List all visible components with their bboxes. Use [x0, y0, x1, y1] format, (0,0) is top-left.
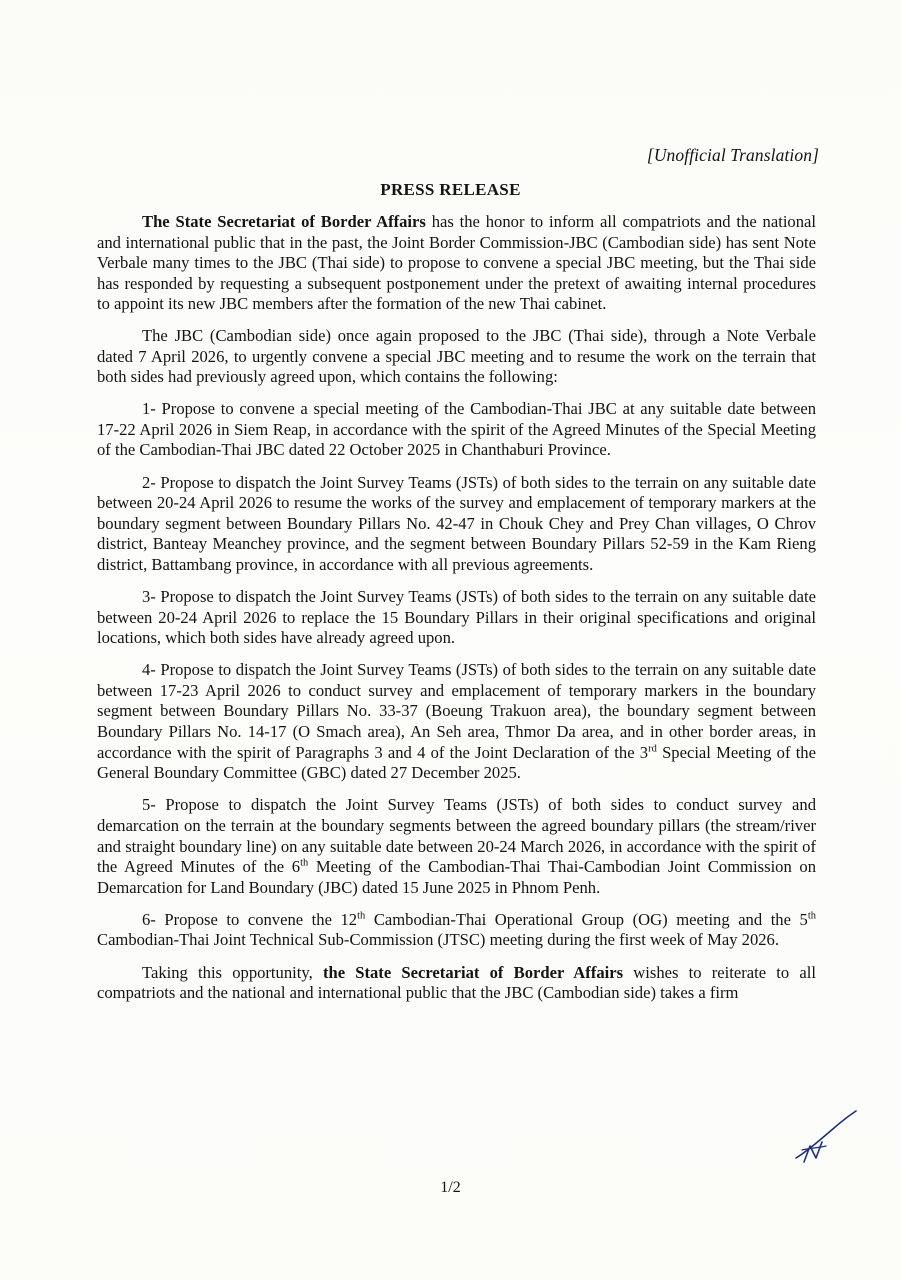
proposal-item-5	[97, 795, 816, 898]
document-body	[97, 212, 816, 1015]
closing-text: wishes to reiterate to all compatriots and the national and international public that the JBC (Cambodian side) takes a firm	[97, 962, 816, 1003]
item-4-text-end: Special Meeting of the General Boundary Committee (GBC) dated 27 December 2025.	[97, 742, 816, 783]
item-5-text-start: 5- Propose to dispatch the Joint Survey Teams (JSTs) of both sides to conduct survey and demarcation on the terrain at the boundary segments between the agreed boundary pillars (the stream/river and straight boundary line) on any suitable date between 20-24 March 2026, in accordance with the spirit of the Agreed Minutes of the 6	[97, 795, 816, 877]
proposal-item-6	[97, 910, 816, 951]
closing-lead: Taking this opportunity,	[142, 962, 323, 982]
page-number: 1/2	[440, 1179, 461, 1196]
closing-paragraph	[97, 963, 816, 1004]
intro-paragraph	[97, 212, 816, 315]
document-title: PRESS RELEASE	[380, 180, 521, 199]
item-4-superscript: rd	[648, 743, 657, 755]
item-6-superscript-2: th	[807, 910, 816, 922]
item-6-superscript-1: th	[357, 910, 366, 922]
proposal-item-2: 2- Propose to dispatch the Joint Survey Teams (JSTs) of both sides to the terrain on any suitable date between 20-24 April 2026 to resume the works of the survey and emplacement of temporary markers at the boundary segment between Boundary Pillars No. 42-47 in Chouk Chey and Prey Chan villages, O Chrov district, Banteay Meanchey province, and the segment between Boundary Pillars 52-59 in the Kam Rieng district, Battambang province, in accordance with all previous agreements.	[97, 472, 816, 574]
item-6-text-part2: Cambodian-Thai Operational Group (OG) meeting and the 5	[365, 909, 808, 929]
item-6-text-part3: Cambodian-Thai Joint Technical Sub-Commission (JTSC) meeting during the first week of May 2026.	[97, 930, 780, 950]
closing-secretariat-bold: the State Secretariat of Border Affairs	[322, 962, 624, 982]
item-6-text-part1: 6- Propose to convene the 12	[142, 909, 358, 929]
translation-note: [Unofficial Translation]	[646, 145, 819, 165]
proposal-item-4	[97, 660, 816, 784]
item-5-superscript: th	[300, 857, 309, 869]
intro-paragraph-text: has the honor to inform all compatriots and the national and international public that in the past, the Joint Border Commission-JBC (Cambodian side) has sent Note Verbale many times to the JBC (Thai side) to propose to convene a special JBC meeting, but the Thai side has responded by requesting a subsequent postponement under the pretext of awaiting internal procedures to appoint its new JBC members after the formation of the new Thai cabinet.	[97, 212, 816, 314]
proposal-item-3: 3- Propose to dispatch the Joint Survey Teams (JSTs) of both sides to the terrain on any suitable date between 20-24 April 2026 to replace the 15 Boundary Pillars in their original specifications and original locations, which both sides have already agreed upon.	[97, 587, 816, 648]
proposal-item-1: 1- Propose to convene a special meeting of the Cambodian-Thai JBC at any suitable date between 17-22 April 2026 in Siem Reap, in accordance with the spirit of the Agreed Minutes of the Special Meeting of the Cambodian-Thai JBC dated 22 October 2025 in Chanthaburi Province.	[97, 399, 816, 460]
initials-signature	[790, 1108, 860, 1168]
item-4-text-start: 4- Propose to dispatch the Joint Survey Teams (JSTs) of both sides to the terrain on any suitable date between 17-23 April 2026 to conduct survey and emplacement of temporary markers in the boundary segment between Boundary Pillars No. 33-37 (Boeung Trakuon area), the boundary segment between Boundary Pillars No. 14-17 (O Smach area), An Seh area, Thmor Da area, and in other border areas, in accordance with the spirit of Paragraphs 3 and 4 of the Joint Declaration of the 3	[97, 660, 816, 762]
item-5-text-end: Meeting of the Cambodian-Thai Thai-Cambodian Joint Commission on Demarcation for Land Boundary (JBC) dated 15 June 2025 in Phnom Penh.	[97, 857, 816, 897]
proposal-intro-paragraph: The JBC (Cambodian side) once again proposed to the JBC (Thai side), through a Note Verbale dated 7 April 2026, to urgently convene a special JBC meeting and to resume the work on the terrain that both sides had previously agreed upon, which contains the following:	[97, 325, 816, 387]
secretariat-name-bold: The State Secretariat of Border Affairs	[142, 212, 426, 231]
